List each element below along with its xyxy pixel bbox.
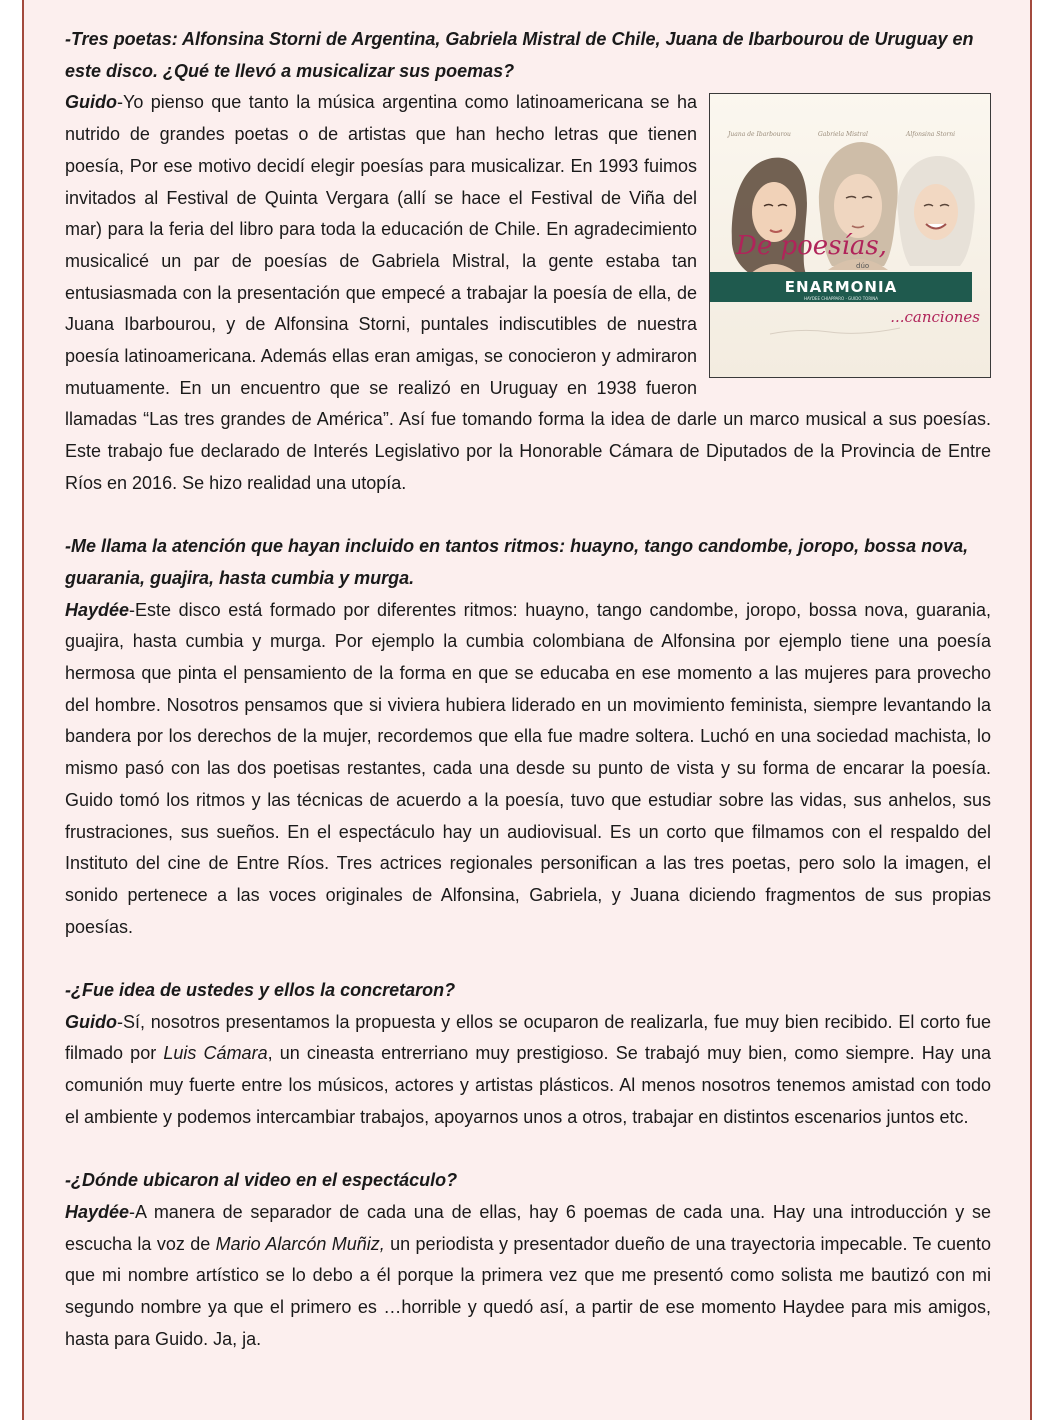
article-body (65, 24, 991, 1355)
duo-label: dúo (856, 262, 870, 271)
section-spacer (65, 943, 991, 975)
album-cover-image (709, 93, 991, 378)
poet-name-3: Alfonsina Storni (906, 131, 956, 139)
album-cover-art (710, 94, 990, 377)
answer-text: un periodista y presentador dueño de una trayectoria impecable. Te cuento que mi nombre artístico se lo debo a él porque la primera vez que me presentó como solista me bautizó con mi segundo nombre ya que el primero es …horrible y quedó así, a partir de ese momento Haydee para mis amigos, hasta para Guido. Ja, ja. (65, 1233, 992, 1349)
answer-text: -Este disco está formado por diferentes ritmos: huayno, tango candombe, joropo, bossa nova, guarania, guajira, hasta cumbia y murga. Por ejemplo la cumbia colombiana de Alfonsina por ejemplo tiene una poesía hermosa que pinta el pensamiento de la forma en que se educaba en ese momento a las mujeres para provecho del hombre. Nosotros pensamos que si viviera hubiera liderado en un movimiento feminista, siempre levantando la bandera por los derechos de la mujer, recordemos que ella fue madre soltera. Luchó en una sociedad machista, lo mismo pasó con las dos poetisas restantes, cada una desde su punto de vista y su forma de encarar la poesía. Guido tomó los ritmos y las técnicas de acuerdo a la poesía, tuvo que estudiar sobre las vidas, sus anhelos, sus frustraciones, sus sueños. En el espectáculo hay un audiovisual. Es un corto que filmamos con el respaldo del Instituto del cine de Entre Ríos. Tres actrices regionales personifican a las tres poetas, pero solo la imagen, el sonido pertenece a las voces originales de Alfonsina, Gabriela, y Juana diciendo fragmentos de sus propias poesías. (65, 599, 991, 937)
album-subtitle-script: ...canciones (890, 308, 980, 327)
person-name: Mario Alarcón Muñiz, (215, 1233, 385, 1254)
speaker-guido: Guido (65, 1011, 117, 1032)
answer-idea (65, 1007, 991, 1134)
section-spacer (65, 500, 991, 532)
question-rhythms: -Me llama la atención que hayan incluido en tantos ritmos: huayno, tango candombe, joropo, bossa nova, guarania, guajira, hasta cumbia y murga. (65, 536, 969, 588)
group-name-logo: ENARMONIA (784, 278, 898, 297)
answer-poets (65, 87, 991, 499)
answer-text: , un cineasta entrerriano muy prestigioso. Se trabajó muy bien, como siempre. Hay una comunión muy fuerte entre los músicos, actores y artistas plásticos. Al menos nosotros tenemos amistad con todo el ambiente y podemos intercambiar trabajos, apoyarnos unos a otros, trabajar en distintos escenarios juntos etc. (65, 1043, 991, 1127)
members-line: HAYDEE CHIAPPARO · GUIDO TORINA (803, 296, 879, 302)
section-spacer (65, 1134, 991, 1166)
question-video: -¿Dónde ubicaron al video en el espectáculo? (65, 1170, 458, 1191)
question-poets: -Tres poetas: Alfonsina Storni de Argentina, Gabriela Mistral de Chile, Juana de Ibarbourou de Uruguay en este disco. ¿Qué te llevó a musicalizar sus poemas? (65, 29, 974, 81)
speaker-haydee: Haydée (65, 1201, 130, 1222)
speaker-haydee: Haydée (65, 599, 130, 620)
article-page (22, 0, 1032, 1420)
poet-name-2: Gabriela Mistral (818, 131, 868, 139)
portrait-right-icon (897, 156, 974, 266)
person-name: Luis Cámara (163, 1043, 268, 1064)
answer-video (65, 1197, 991, 1356)
speaker-guido: Guido (65, 92, 117, 113)
album-title-script: De poesías, (736, 231, 887, 262)
answer-text: -Yo pienso que tanto la música argentina como latinoamericana se ha nutrido de grandes poetas o de artistas que han hecho letras que tienen poesía, Por ese motivo decidí elegir poesías para musicalizar. En 1993 fuimos invitados al Festival de Quinta Vergara (allí se hace el Festival de Viña del mar) para la feria del libro para toda la educación de Chile. En agradecimiento musicalicé un par de poesías de Gabriela Mistral, la gente estaba tan entusiasmada con la presentación que empecé a trabajar la poesía de ella, de Juana Ibarbourou, y de Alfonsina Storni, puntales indiscutibles de nuestra poesía latinoamericana. Además ellas eran amigas, se conocieron y admiraron mutuamente. En un encuentro que se realizó en Uruguay en 1938 fueron llamadas “Las tres grandes de América”. Así fue tomando forma la idea de darle un marco musical a sus poesías. Este trabajo fue declarado de Interés Legislativo por la Honorable Cámara de Diputados de la Provincia de Entre Ríos en 2016. Se hizo realidad una utopía. (65, 92, 991, 493)
question-idea: -¿Fue idea de ustedes y ellos la concretaron? (65, 980, 456, 1001)
answer-text: -A manera de separador de cada una de ellas, hay 6 poemas de cada una. Hay una introducción y se escucha la voz de (65, 1201, 991, 1254)
answer-text: -Sí, nosotros presentamos la propuesta y ellos se ocuparon de realizarla, fue muy bien recibido. El corto fue filmado por (65, 1011, 991, 1064)
answer-rhythms (65, 595, 991, 944)
poet-name-1: Juana de Ibarbourou (728, 131, 791, 139)
